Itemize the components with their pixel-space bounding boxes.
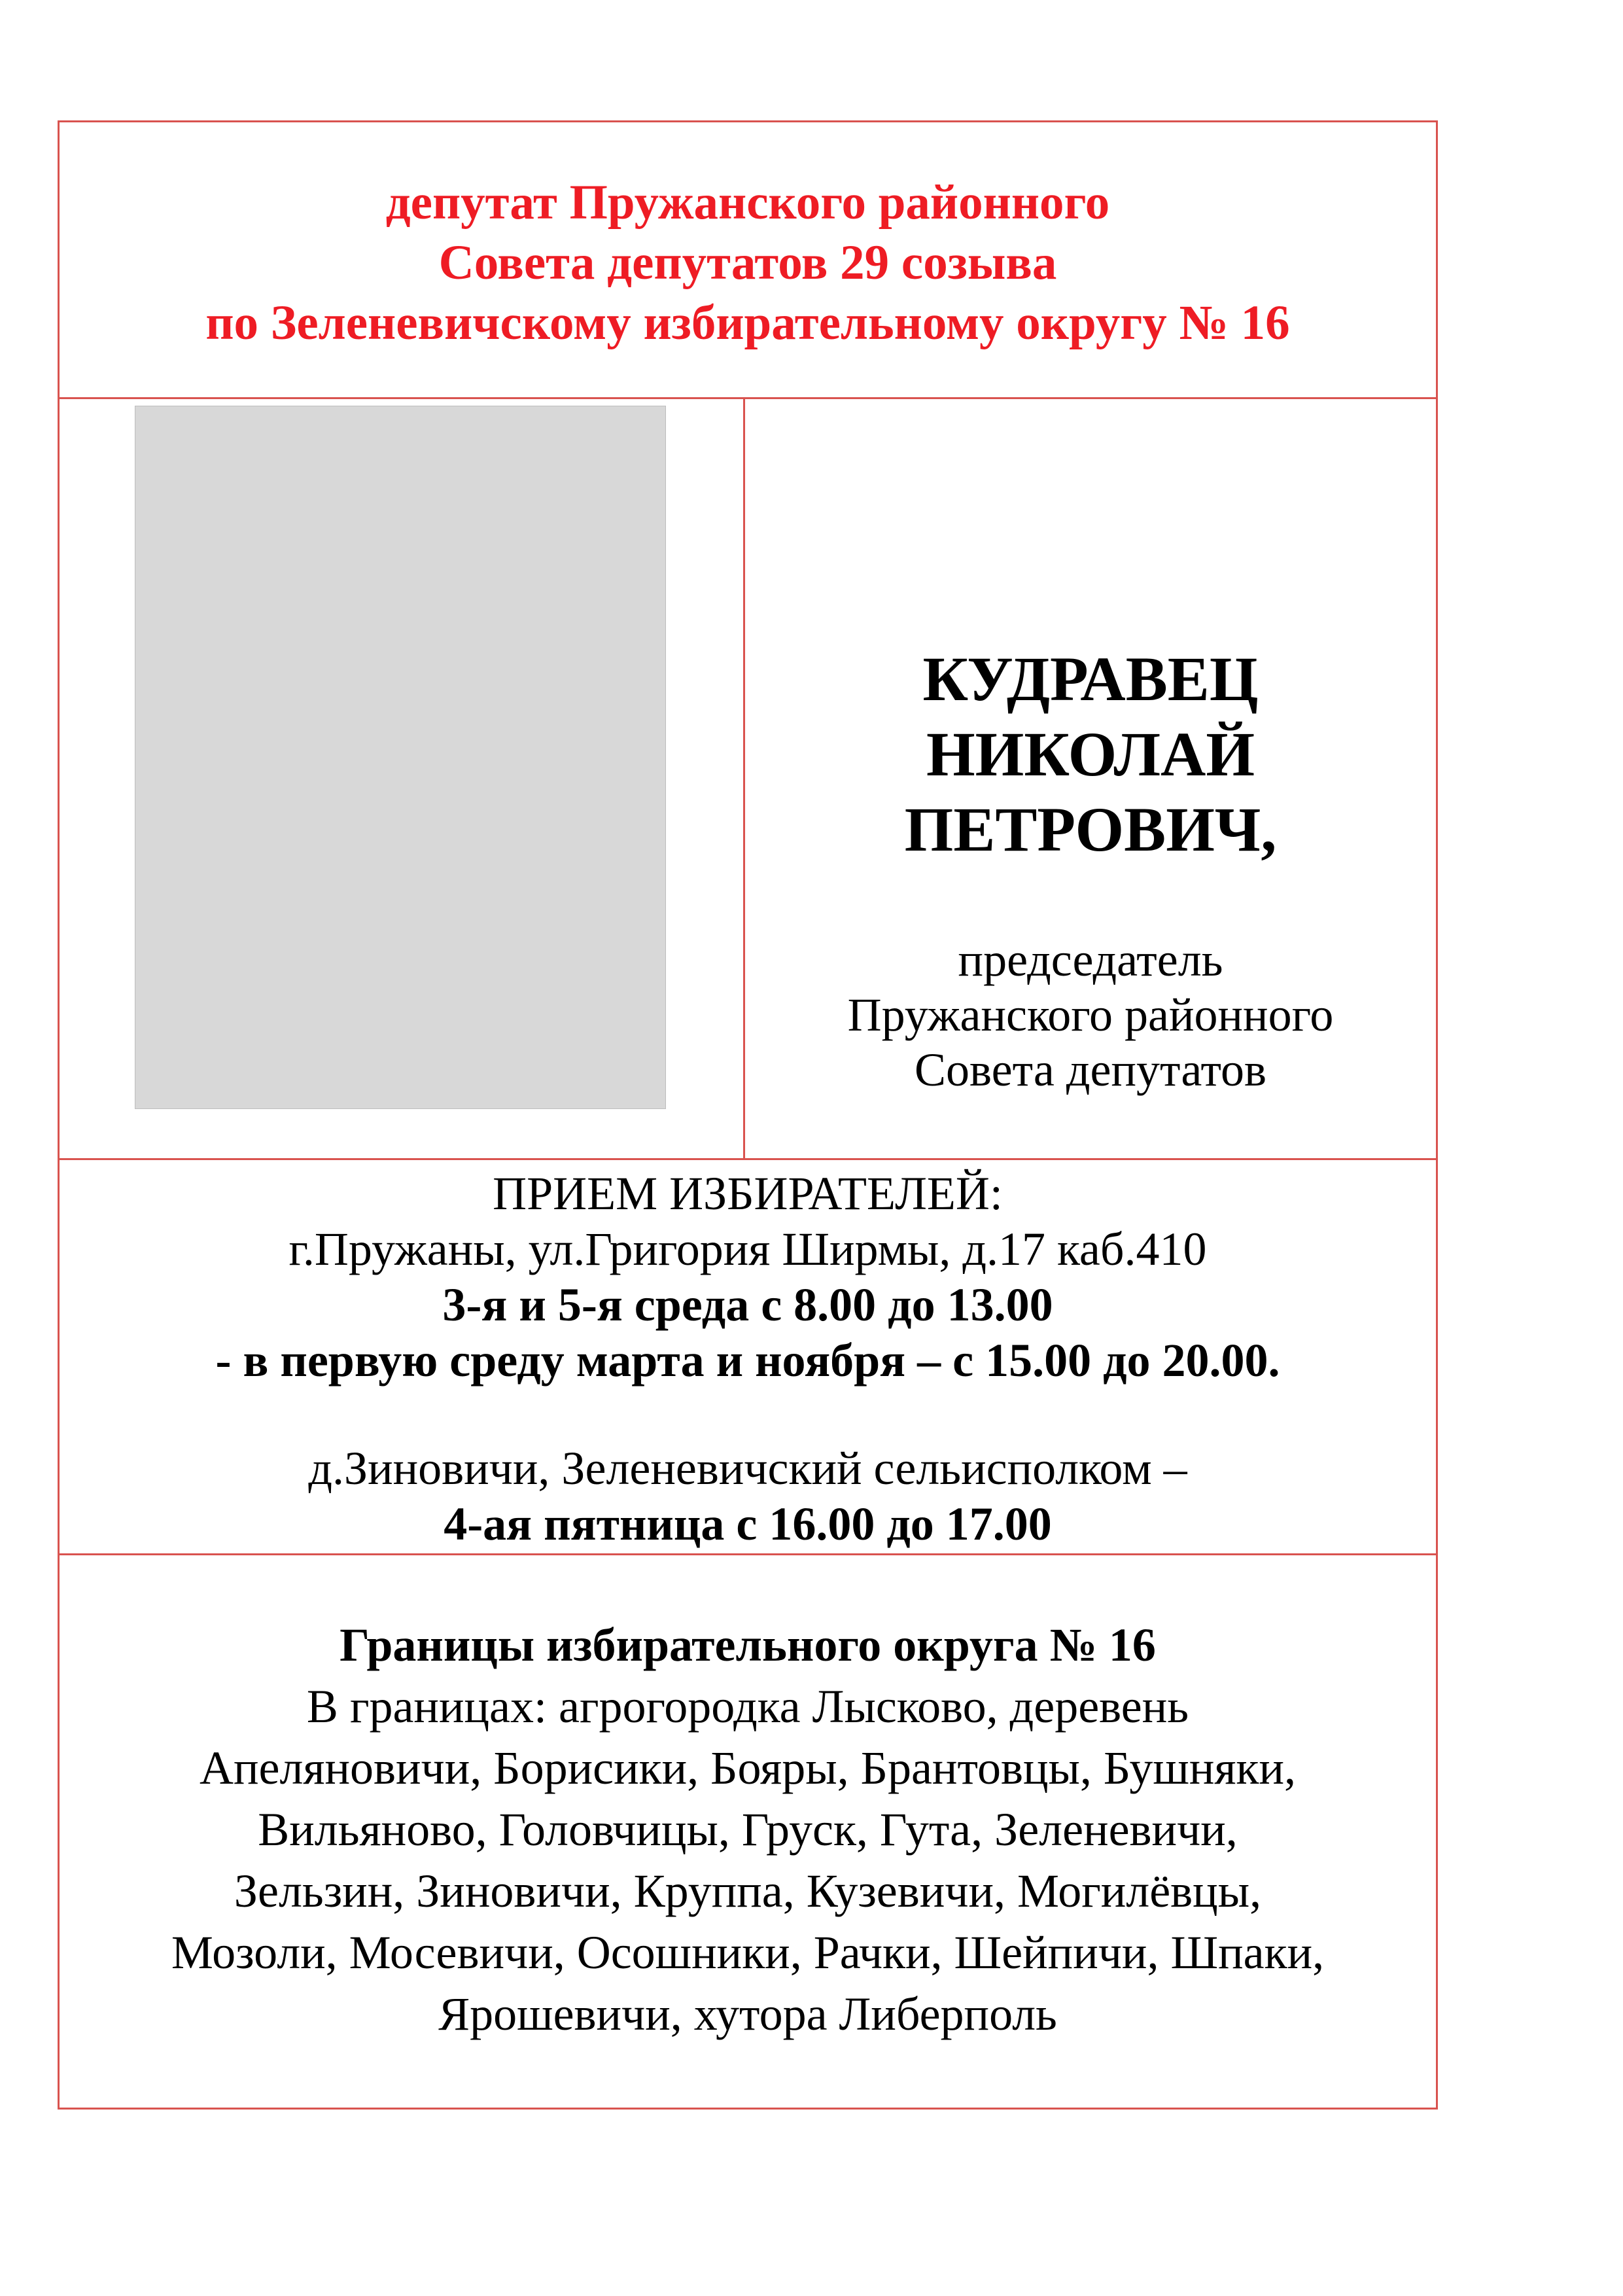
boundaries-line-6: Ярошевичи, хутора Либерполь [438,1988,1057,2040]
header-cell [60,122,1436,397]
boundaries-line-2: Апеляновичи, Борисики, Бояры, Брантовцы, Бушняки, [199,1742,1297,1794]
boundaries-line-4: Зельзин, Зиновичи, Круппа, Кузевичи, Могилёвцы, [234,1865,1262,1917]
deputy-name [745,641,1436,867]
deputy-photo [135,406,666,1109]
deputy-name-line-3: ПЕТРОВИЧ, [904,794,1277,864]
reception-schedule-3: 4-ая пятница с 16.00 до 17.00 [444,1498,1052,1550]
header-line-1: депутат Пружанского районного [385,175,1110,230]
deputy-position [745,932,1436,1097]
photo-cell [60,399,743,1158]
header-line-3: по Зеленевичскому избирательному округу № 16 [205,296,1290,350]
reception-title: ПРИЕМ ИЗБИРАТЕЛЕЙ: [493,1167,1003,1220]
header-line-2: Совета депутатов 29 созыва [438,236,1057,290]
deputy-position-line-1: председатель [958,934,1223,986]
reception-schedule-2: - в первую среду марта и ноября – с 15.00 до 20.00. [215,1334,1280,1386]
reception-schedule-1: 3-я и 5-я среда с 8.00 до 13.00 [442,1279,1053,1331]
boundaries-line-3: Вильяново, Головчицы, Груск, Гута, Зеленевичи, [258,1803,1238,1856]
reception-address-2: д.Зиновичи, Зеленевичский сельисполком – [308,1442,1187,1494]
boundaries-line-1: В границах: агрогородка Лысково, деревень [306,1680,1189,1733]
boundaries-title: Границы избирательного округа № 16 [340,1619,1156,1671]
boundaries-line-5: Мозоли, Мосевичи, Осошники, Рачки, Шейпичи, Шпаки, [171,1926,1325,1979]
deputy-position-line-2: Пружанского районного [847,989,1334,1041]
deputy-position-line-3: Совета депутатов [915,1044,1266,1096]
boundaries-cell [60,1555,1436,2108]
deputy-name-line-1: КУДРАВЕЦ [922,644,1259,714]
reception-address-1: г.Пружаны, ул.Григория Ширмы, д.17 каб.410 [288,1223,1207,1275]
info-table [58,120,1438,2110]
reception-gap [60,1388,1436,1441]
deputy-name-line-2: НИКОЛАЙ [926,719,1255,789]
name-cell [745,399,1436,1158]
reception-cell [60,1160,1436,1553]
